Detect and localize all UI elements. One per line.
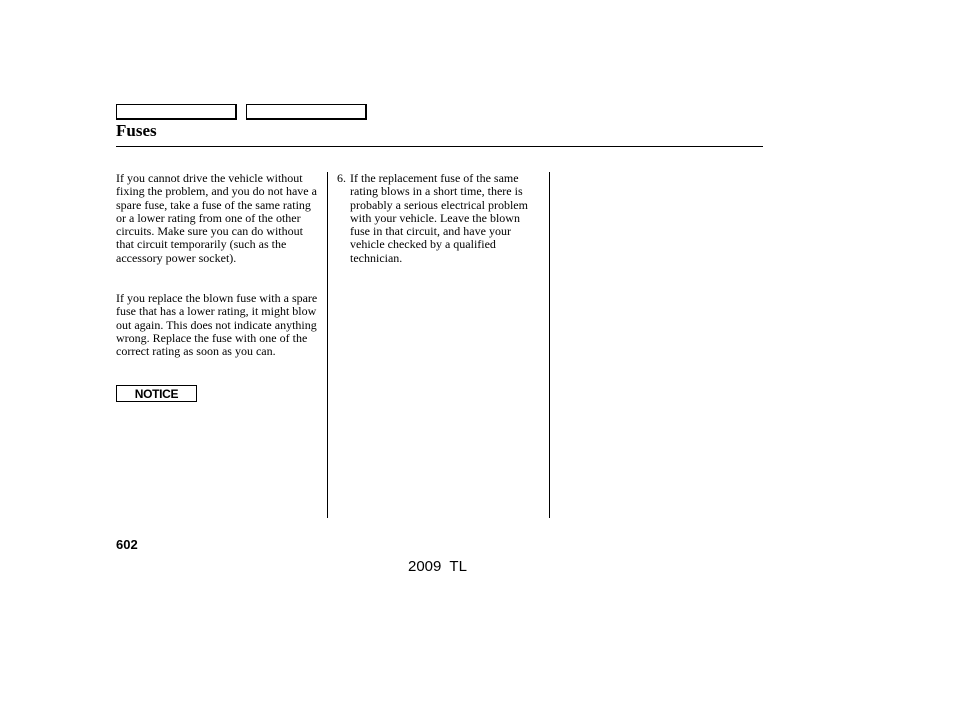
section-title: Fuses: [116, 121, 157, 140]
column-divider-1: [327, 172, 328, 518]
list-item-step-6: [337, 172, 541, 265]
page-number: 602: [116, 537, 138, 552]
model-label: 2009 TL: [408, 558, 467, 575]
paragraph-spare-fuse: If you cannot drive the vehicle without fixing the problem, and you do not have a spare fuse, take a fuse of the same rating or a lower rating from one of the other circuits. Make sure you can do without that circuit temporarily (such as the accessory power socket).: [116, 171, 317, 265]
step-number: 6.: [337, 171, 346, 185]
column-divider-2: [549, 172, 550, 518]
paragraph-lower-rating: If you replace the blown fuse with a spare fuse that has a lower rating, it might blow out again. This does not indicate anything wrong. Replace the fuse with one of the correct rating as soon as you can.: [116, 291, 318, 359]
title-divider: [116, 146, 763, 147]
notice-label: NOTICE: [134, 386, 179, 401]
nav-tab-table-of-contents[interactable]: [246, 104, 367, 120]
step-text: If the replacement fuse of the same rating blows in a short time, there is probably a serious electrical problem with your vehicle. Leave the blown fuse in that circuit, and have your vehicle checked by a qualified technician.: [350, 171, 528, 265]
notice-badge: [116, 385, 197, 402]
nav-tab-main-menu[interactable]: [116, 104, 237, 120]
